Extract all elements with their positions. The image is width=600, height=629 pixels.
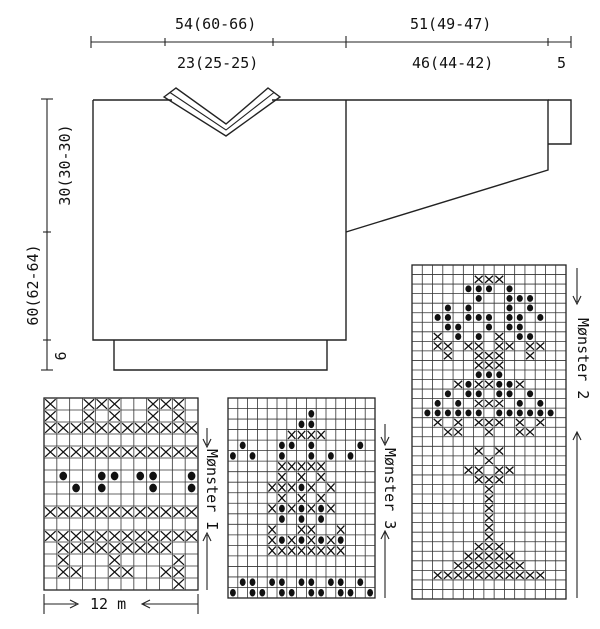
left-dimension-line: [41, 99, 53, 370]
dot-stitch-mark: [299, 578, 305, 586]
rib-height-label: 6: [52, 351, 70, 361]
dot-stitch-mark: [279, 578, 285, 586]
dot-stitch-mark: [465, 390, 471, 397]
dot-stitch-mark: [465, 314, 471, 321]
dot-stitch-mark: [318, 536, 324, 544]
dot-stitch-mark: [527, 295, 533, 302]
dot-stitch-mark: [476, 371, 482, 378]
cuff-label: 5: [557, 54, 567, 72]
dot-stitch-mark: [357, 578, 363, 586]
dot-stitch-mark: [445, 390, 451, 397]
dot-stitch-mark: [537, 409, 543, 416]
dot-stitch-mark: [72, 484, 80, 493]
dot-stitch-mark: [465, 285, 471, 292]
dot-stitch-mark: [299, 515, 305, 523]
dot-stitch-mark: [299, 484, 305, 492]
pattern-2-chart: [412, 265, 566, 599]
dot-stitch-mark: [435, 314, 441, 321]
dot-stitch-mark: [435, 409, 441, 416]
pattern-3-label: Mønster 3: [381, 448, 399, 530]
dot-stitch-mark: [279, 589, 285, 597]
dot-stitch-mark: [98, 484, 106, 493]
dot-stitch-mark: [250, 589, 256, 597]
dot-stitch-mark: [188, 484, 196, 493]
dot-stitch-mark: [59, 472, 67, 481]
dot-stitch-mark: [517, 400, 523, 407]
dot-stitch-mark: [527, 333, 533, 340]
dot-stitch-mark: [465, 381, 471, 388]
dot-stitch-mark: [111, 472, 119, 481]
dot-stitch-mark: [455, 333, 461, 340]
dot-stitch-mark: [517, 295, 523, 302]
total-width-label: 54(60-66): [175, 15, 257, 33]
v-neck-band: [164, 88, 280, 136]
dot-stitch-mark: [486, 314, 492, 321]
dot-stitch-mark: [279, 442, 285, 450]
dot-stitch-mark: [517, 314, 523, 321]
dot-stitch-mark: [308, 442, 314, 450]
pattern-1-label: Mønster I: [203, 449, 221, 531]
dot-stitch-mark: [486, 285, 492, 292]
dot-stitch-mark: [445, 409, 451, 416]
dot-stitch-mark: [476, 285, 482, 292]
dot-stitch-mark: [537, 400, 543, 407]
dot-stitch-mark: [527, 305, 533, 312]
dot-stitch-mark: [367, 589, 373, 597]
dot-stitch-mark: [476, 390, 482, 397]
dot-stitch-mark: [188, 472, 196, 481]
armhole-depth-label: 30(30-30): [56, 124, 74, 206]
dot-stitch-mark: [496, 409, 502, 416]
dot-stitch-mark: [465, 409, 471, 416]
dot-stitch-mark: [308, 589, 314, 597]
dot-stitch-mark: [289, 589, 295, 597]
neck-width-label: 23(25-25): [177, 54, 259, 72]
dot-stitch-mark: [328, 578, 334, 586]
dot-stitch-mark: [338, 589, 344, 597]
dot-stitch-mark: [537, 314, 543, 321]
dot-stitch-mark: [465, 305, 471, 312]
dot-stitch-mark: [506, 409, 512, 416]
dot-stitch-mark: [338, 536, 344, 544]
pattern-3-chart: [228, 398, 375, 598]
dot-stitch-mark: [527, 409, 533, 416]
dot-stitch-mark: [308, 452, 314, 460]
dot-stitch-mark: [348, 589, 354, 597]
dot-stitch-mark: [289, 442, 295, 450]
total-length-label: 60(62-64): [24, 244, 42, 326]
dot-stitch-mark: [517, 324, 523, 331]
dot-stitch-mark: [279, 505, 285, 513]
dot-stitch-mark: [445, 305, 451, 312]
pattern-1-chart: [44, 398, 198, 590]
dot-stitch-mark: [486, 324, 492, 331]
dot-stitch-mark: [318, 515, 324, 523]
dot-stitch-mark: [318, 505, 324, 513]
dot-stitch-mark: [496, 390, 502, 397]
dot-stitch-mark: [348, 452, 354, 460]
dot-stitch-mark: [527, 390, 533, 397]
dot-stitch-mark: [149, 472, 157, 481]
dot-stitch-mark: [435, 400, 441, 407]
dot-stitch-mark: [424, 409, 430, 416]
dot-stitch-mark: [506, 324, 512, 331]
dot-stitch-mark: [308, 578, 314, 586]
dot-stitch-mark: [455, 324, 461, 331]
dot-stitch-mark: [476, 314, 482, 321]
dot-stitch-mark: [476, 409, 482, 416]
sleeve-mid-label: 46(44-42): [412, 54, 494, 72]
dot-stitch-mark: [506, 314, 512, 321]
pattern-2-label: Mønster 2: [574, 318, 592, 400]
dot-stitch-mark: [496, 371, 502, 378]
dot-stitch-mark: [230, 589, 236, 597]
pattern-1-width-label: 12 m: [90, 595, 127, 613]
dot-stitch-mark: [506, 381, 512, 388]
dot-stitch-mark: [338, 578, 344, 586]
dot-stitch-mark: [517, 333, 523, 340]
dot-stitch-mark: [259, 589, 265, 597]
dot-stitch-mark: [506, 305, 512, 312]
dot-stitch-mark: [308, 421, 314, 429]
dot-stitch-mark: [250, 578, 256, 586]
dot-stitch-mark: [328, 452, 334, 460]
dot-stitch-mark: [299, 505, 305, 513]
dot-stitch-mark: [506, 390, 512, 397]
dot-stitch-mark: [230, 452, 236, 460]
dot-stitch-mark: [496, 381, 502, 388]
dot-stitch-mark: [445, 324, 451, 331]
dot-stitch-mark: [98, 472, 106, 481]
dot-stitch-mark: [476, 295, 482, 302]
dot-stitch-mark: [357, 442, 363, 450]
dot-stitch-mark: [240, 578, 246, 586]
dot-stitch-mark: [240, 442, 246, 450]
dot-stitch-mark: [486, 371, 492, 378]
dot-stitch-mark: [279, 536, 285, 544]
dot-stitch-mark: [279, 515, 285, 523]
dot-stitch-mark: [476, 333, 482, 340]
dot-stitch-mark: [299, 536, 305, 544]
dot-stitch-mark: [548, 409, 554, 416]
dot-stitch-mark: [506, 295, 512, 302]
dot-stitch-mark: [308, 410, 314, 418]
dot-stitch-mark: [506, 285, 512, 292]
dot-stitch-mark: [318, 589, 324, 597]
dot-stitch-mark: [517, 409, 523, 416]
dot-stitch-mark: [149, 484, 157, 493]
sleeve-length-label: 51(49-47): [410, 15, 492, 33]
dot-stitch-mark: [455, 409, 461, 416]
dot-stitch-mark: [250, 452, 256, 460]
dot-stitch-mark: [445, 314, 451, 321]
dot-stitch-mark: [299, 421, 305, 429]
dot-stitch-mark: [269, 578, 275, 586]
top-dimension-line: [91, 36, 571, 48]
dot-stitch-mark: [455, 400, 461, 407]
dot-stitch-mark: [279, 452, 285, 460]
dot-stitch-mark: [136, 472, 144, 481]
